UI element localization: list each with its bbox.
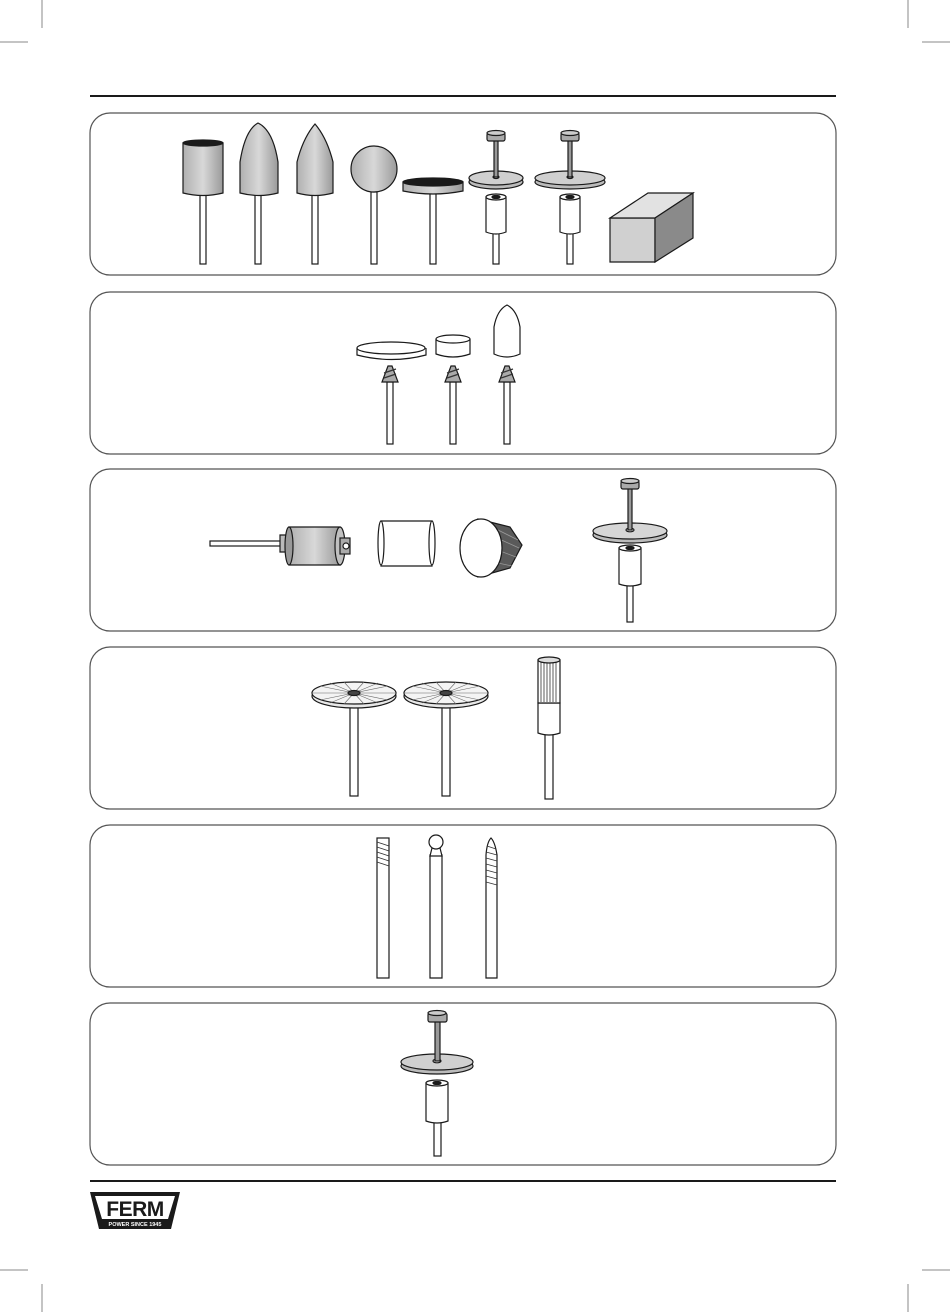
cone-stone-illustration: [240, 123, 278, 264]
disc-stone-illustration: [403, 178, 463, 264]
panel-felt-polishers: [90, 292, 836, 454]
cutting-disc-mandrel-illustration: [469, 131, 523, 265]
cylinder-stone-illustration: [183, 140, 223, 264]
felt-cylinder-illustration: [436, 335, 470, 444]
polishing-disc-mandrel-illustration: [593, 479, 667, 623]
panel-engraving-bits: [90, 825, 836, 987]
panel-mandrel: [90, 1003, 836, 1165]
cutting-disc-mandrel-large-illustration: [535, 131, 605, 265]
felt-disc-illustration: [357, 342, 426, 444]
panel-wire-brushes: [90, 647, 836, 809]
dressing-stone-illustration: [610, 193, 693, 262]
wire-wheel-brush-illustration: [312, 682, 396, 796]
sanding-drum-mandrel-illustration: [210, 527, 350, 565]
wire-wheel-brush-2-illustration: [404, 682, 488, 796]
brand-name: FERM: [106, 1198, 164, 1221]
wire-cup-brush-illustration: [538, 657, 560, 799]
ferm-logo: [90, 1192, 180, 1229]
screw-mandrel-illustration: [401, 1011, 473, 1157]
brand-tagline: POWER SINCE 1945: [108, 1222, 162, 1228]
sanding-sleeve-illustration: [378, 521, 435, 566]
felt-cone-illustration: [494, 305, 520, 444]
panel-frames: [90, 113, 836, 1165]
pointed-stone-illustration: [297, 124, 333, 264]
ball-cutter-illustration: [429, 835, 443, 978]
ball-stone-illustration: [351, 146, 397, 264]
tapered-cutter-illustration: [486, 838, 497, 978]
sanding-band-illustration: [460, 519, 522, 577]
cylinder-cutter-illustration: [377, 838, 389, 978]
